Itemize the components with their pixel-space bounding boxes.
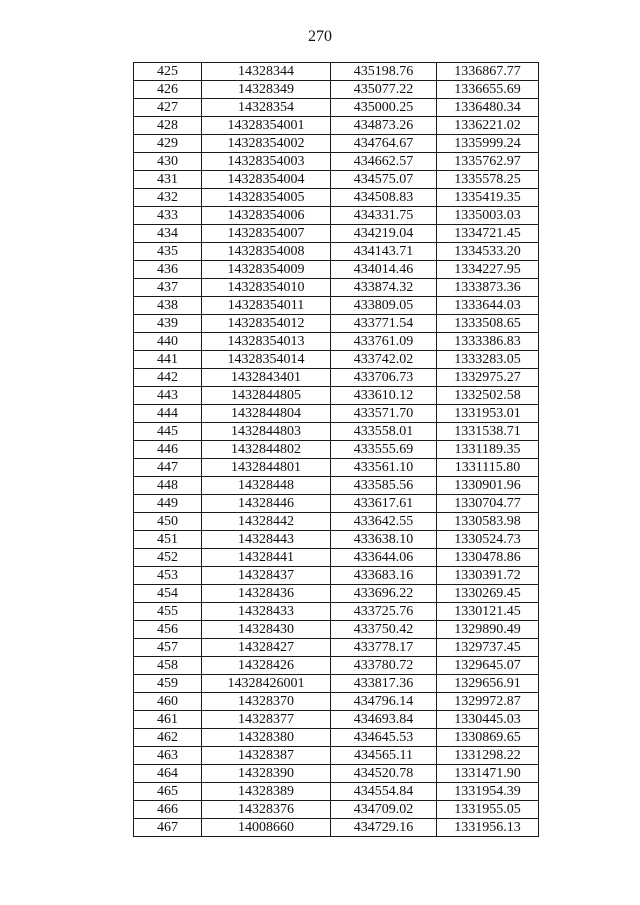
table-row [134, 783, 539, 801]
point-number-cell: 439 [134, 315, 202, 333]
point-id-cell: 1432844805 [202, 387, 331, 405]
y-coordinate-cell: 1330391.72 [437, 567, 539, 585]
point-id-cell: 14328448 [202, 477, 331, 495]
x-coordinate-cell: 434331.75 [331, 207, 437, 225]
table-row [134, 423, 539, 441]
point-number-cell: 433 [134, 207, 202, 225]
table-row [134, 297, 539, 315]
y-coordinate-cell: 1335762.97 [437, 153, 539, 171]
x-coordinate-cell: 433780.72 [331, 657, 437, 675]
y-coordinate-cell: 1329737.45 [437, 639, 539, 657]
point-id-cell: 14328377 [202, 711, 331, 729]
y-coordinate-cell: 1334533.20 [437, 243, 539, 261]
point-number-cell: 453 [134, 567, 202, 585]
point-number-cell: 427 [134, 99, 202, 117]
table-row [134, 765, 539, 783]
point-number-cell: 457 [134, 639, 202, 657]
y-coordinate-cell: 1333873.36 [437, 279, 539, 297]
point-id-cell: 1432843401 [202, 369, 331, 387]
y-coordinate-cell: 1331189.35 [437, 441, 539, 459]
y-coordinate-cell: 1331954.39 [437, 783, 539, 801]
x-coordinate-cell: 434143.71 [331, 243, 437, 261]
point-number-cell: 444 [134, 405, 202, 423]
point-id-cell: 14328390 [202, 765, 331, 783]
point-id-cell: 14328389 [202, 783, 331, 801]
point-number-cell: 442 [134, 369, 202, 387]
table-row [134, 819, 539, 837]
table-row [134, 405, 539, 423]
table-row [134, 369, 539, 387]
x-coordinate-cell: 433683.16 [331, 567, 437, 585]
x-coordinate-cell: 433638.10 [331, 531, 437, 549]
table-row [134, 711, 539, 729]
point-id-cell: 14328354001 [202, 117, 331, 135]
point-number-cell: 462 [134, 729, 202, 747]
point-id-cell: 14328370 [202, 693, 331, 711]
y-coordinate-cell: 1329890.49 [437, 621, 539, 639]
y-coordinate-cell: 1335003.03 [437, 207, 539, 225]
x-coordinate-cell: 433696.22 [331, 585, 437, 603]
table-row [134, 747, 539, 765]
point-number-cell: 445 [134, 423, 202, 441]
point-id-cell: 14328380 [202, 729, 331, 747]
y-coordinate-cell: 1333508.65 [437, 315, 539, 333]
table-row [134, 243, 539, 261]
table-row [134, 675, 539, 693]
y-coordinate-cell: 1331471.90 [437, 765, 539, 783]
table-row [134, 567, 539, 585]
x-coordinate-cell: 434662.57 [331, 153, 437, 171]
y-coordinate-cell: 1331298.22 [437, 747, 539, 765]
table-row [134, 729, 539, 747]
point-id-cell: 14328354006 [202, 207, 331, 225]
table-row [134, 693, 539, 711]
table-row [134, 279, 539, 297]
x-coordinate-cell: 433706.73 [331, 369, 437, 387]
y-coordinate-cell: 1336655.69 [437, 81, 539, 99]
point-id-cell: 14328427 [202, 639, 331, 657]
point-number-cell: 440 [134, 333, 202, 351]
table-row [134, 585, 539, 603]
y-coordinate-cell: 1330704.77 [437, 495, 539, 513]
point-number-cell: 425 [134, 63, 202, 81]
table-row [134, 639, 539, 657]
point-number-cell: 449 [134, 495, 202, 513]
point-id-cell: 14328441 [202, 549, 331, 567]
y-coordinate-cell: 1330121.45 [437, 603, 539, 621]
point-number-cell: 428 [134, 117, 202, 135]
table-row [134, 225, 539, 243]
y-coordinate-cell: 1333386.83 [437, 333, 539, 351]
y-coordinate-cell: 1333283.05 [437, 351, 539, 369]
x-coordinate-cell: 434554.84 [331, 783, 437, 801]
y-coordinate-cell: 1330269.45 [437, 585, 539, 603]
x-coordinate-cell: 434873.26 [331, 117, 437, 135]
point-id-cell: 14328376 [202, 801, 331, 819]
x-coordinate-cell: 434565.11 [331, 747, 437, 765]
x-coordinate-cell: 434764.67 [331, 135, 437, 153]
point-id-cell: 14328354010 [202, 279, 331, 297]
point-id-cell: 14328354011 [202, 297, 331, 315]
y-coordinate-cell: 1329645.07 [437, 657, 539, 675]
x-coordinate-cell: 433874.32 [331, 279, 437, 297]
y-coordinate-cell: 1330869.65 [437, 729, 539, 747]
x-coordinate-cell: 433617.61 [331, 495, 437, 513]
point-id-cell: 14328436 [202, 585, 331, 603]
x-coordinate-cell: 433610.12 [331, 387, 437, 405]
x-coordinate-cell: 434729.16 [331, 819, 437, 837]
x-coordinate-cell: 434508.83 [331, 189, 437, 207]
point-number-cell: 459 [134, 675, 202, 693]
point-number-cell: 438 [134, 297, 202, 315]
point-number-cell: 447 [134, 459, 202, 477]
x-coordinate-cell: 433771.54 [331, 315, 437, 333]
point-id-cell: 14328354007 [202, 225, 331, 243]
table-row [134, 63, 539, 81]
point-number-cell: 450 [134, 513, 202, 531]
table-row [134, 495, 539, 513]
point-number-cell: 461 [134, 711, 202, 729]
table-row [134, 477, 539, 495]
point-number-cell: 448 [134, 477, 202, 495]
point-number-cell: 452 [134, 549, 202, 567]
point-number-cell: 454 [134, 585, 202, 603]
point-id-cell: 14328354005 [202, 189, 331, 207]
x-coordinate-cell: 435077.22 [331, 81, 437, 99]
point-number-cell: 446 [134, 441, 202, 459]
point-number-cell: 463 [134, 747, 202, 765]
x-coordinate-cell: 433555.69 [331, 441, 437, 459]
table-row [134, 333, 539, 351]
point-id-cell: 1432844803 [202, 423, 331, 441]
point-id-cell: 14328354013 [202, 333, 331, 351]
point-id-cell: 14008660 [202, 819, 331, 837]
y-coordinate-cell: 1336867.77 [437, 63, 539, 81]
table-row [134, 459, 539, 477]
x-coordinate-cell: 433742.02 [331, 351, 437, 369]
point-number-cell: 431 [134, 171, 202, 189]
y-coordinate-cell: 1329972.87 [437, 693, 539, 711]
point-id-cell: 14328354 [202, 99, 331, 117]
x-coordinate-cell: 434575.07 [331, 171, 437, 189]
x-coordinate-cell: 435000.25 [331, 99, 437, 117]
y-coordinate-cell: 1331953.01 [437, 405, 539, 423]
x-coordinate-cell: 433817.36 [331, 675, 437, 693]
table-row [134, 603, 539, 621]
point-id-cell: 14328443 [202, 531, 331, 549]
point-number-cell: 426 [134, 81, 202, 99]
x-coordinate-cell: 434219.04 [331, 225, 437, 243]
y-coordinate-cell: 1331538.71 [437, 423, 539, 441]
point-id-cell: 14328426 [202, 657, 331, 675]
point-id-cell: 14328354003 [202, 153, 331, 171]
point-number-cell: 460 [134, 693, 202, 711]
x-coordinate-cell: 433809.05 [331, 297, 437, 315]
point-number-cell: 434 [134, 225, 202, 243]
point-number-cell: 429 [134, 135, 202, 153]
point-number-cell: 458 [134, 657, 202, 675]
y-coordinate-cell: 1333644.03 [437, 297, 539, 315]
y-coordinate-cell: 1335999.24 [437, 135, 539, 153]
point-number-cell: 435 [134, 243, 202, 261]
x-coordinate-cell: 433644.06 [331, 549, 437, 567]
point-id-cell: 14328446 [202, 495, 331, 513]
y-coordinate-cell: 1330445.03 [437, 711, 539, 729]
x-coordinate-cell: 433750.42 [331, 621, 437, 639]
table-row [134, 621, 539, 639]
table-row [134, 801, 539, 819]
point-id-cell: 14328430 [202, 621, 331, 639]
y-coordinate-cell: 1331956.13 [437, 819, 539, 837]
point-id-cell: 14328354008 [202, 243, 331, 261]
point-id-cell: 14328433 [202, 603, 331, 621]
table-row [134, 189, 539, 207]
point-id-cell: 14328437 [202, 567, 331, 585]
table-row [134, 261, 539, 279]
point-id-cell: 14328387 [202, 747, 331, 765]
y-coordinate-cell: 1336480.34 [437, 99, 539, 117]
point-number-cell: 441 [134, 351, 202, 369]
x-coordinate-cell: 434693.84 [331, 711, 437, 729]
y-coordinate-cell: 1335419.35 [437, 189, 539, 207]
point-number-cell: 467 [134, 819, 202, 837]
y-coordinate-cell: 1330901.96 [437, 477, 539, 495]
x-coordinate-cell: 433725.76 [331, 603, 437, 621]
point-number-cell: 430 [134, 153, 202, 171]
y-coordinate-cell: 1335578.25 [437, 171, 539, 189]
x-coordinate-cell: 433778.17 [331, 639, 437, 657]
point-id-cell: 14328349 [202, 81, 331, 99]
table-row [134, 171, 539, 189]
y-coordinate-cell: 1330478.86 [437, 549, 539, 567]
x-coordinate-cell: 433571.70 [331, 405, 437, 423]
table-row [134, 531, 539, 549]
x-coordinate-cell: 434796.14 [331, 693, 437, 711]
y-coordinate-cell: 1330583.98 [437, 513, 539, 531]
y-coordinate-cell: 1334721.45 [437, 225, 539, 243]
page-number: 270 [308, 28, 332, 45]
y-coordinate-cell: 1329656.91 [437, 675, 539, 693]
y-coordinate-cell: 1336221.02 [437, 117, 539, 135]
point-id-cell: 14328442 [202, 513, 331, 531]
point-number-cell: 437 [134, 279, 202, 297]
point-id-cell: 1432844804 [202, 405, 331, 423]
point-number-cell: 465 [134, 783, 202, 801]
table-row [134, 441, 539, 459]
y-coordinate-cell: 1331955.05 [437, 801, 539, 819]
table-row [134, 351, 539, 369]
y-coordinate-cell: 1332975.27 [437, 369, 539, 387]
table-row [134, 315, 539, 333]
table-row [134, 135, 539, 153]
x-coordinate-cell: 433561.10 [331, 459, 437, 477]
x-coordinate-cell: 433642.55 [331, 513, 437, 531]
coordinates-table-body [134, 63, 539, 837]
table-row [134, 657, 539, 675]
x-coordinate-cell: 435198.76 [331, 63, 437, 81]
x-coordinate-cell: 433761.09 [331, 333, 437, 351]
point-id-cell: 14328354004 [202, 171, 331, 189]
point-number-cell: 451 [134, 531, 202, 549]
table-row [134, 81, 539, 99]
point-id-cell: 14328354014 [202, 351, 331, 369]
point-id-cell: 14328354009 [202, 261, 331, 279]
table-row [134, 153, 539, 171]
point-number-cell: 466 [134, 801, 202, 819]
x-coordinate-cell: 434014.46 [331, 261, 437, 279]
y-coordinate-cell: 1334227.95 [437, 261, 539, 279]
x-coordinate-cell: 434709.02 [331, 801, 437, 819]
point-id-cell: 14328354012 [202, 315, 331, 333]
table-row [134, 513, 539, 531]
table-row [134, 549, 539, 567]
table-row [134, 117, 539, 135]
point-id-cell: 14328426001 [202, 675, 331, 693]
table-row [134, 99, 539, 117]
x-coordinate-cell: 434520.78 [331, 765, 437, 783]
x-coordinate-cell: 434645.53 [331, 729, 437, 747]
y-coordinate-cell: 1331115.80 [437, 459, 539, 477]
y-coordinate-cell: 1332502.58 [437, 387, 539, 405]
y-coordinate-cell: 1330524.73 [437, 531, 539, 549]
point-number-cell: 455 [134, 603, 202, 621]
coordinates-table [133, 62, 539, 837]
x-coordinate-cell: 433585.56 [331, 477, 437, 495]
point-number-cell: 443 [134, 387, 202, 405]
point-id-cell: 1432844802 [202, 441, 331, 459]
table-row [134, 207, 539, 225]
point-number-cell: 436 [134, 261, 202, 279]
point-number-cell: 432 [134, 189, 202, 207]
point-number-cell: 456 [134, 621, 202, 639]
x-coordinate-cell: 433558.01 [331, 423, 437, 441]
point-id-cell: 14328344 [202, 63, 331, 81]
point-id-cell: 14328354002 [202, 135, 331, 153]
point-id-cell: 1432844801 [202, 459, 331, 477]
table-row [134, 387, 539, 405]
point-number-cell: 464 [134, 765, 202, 783]
